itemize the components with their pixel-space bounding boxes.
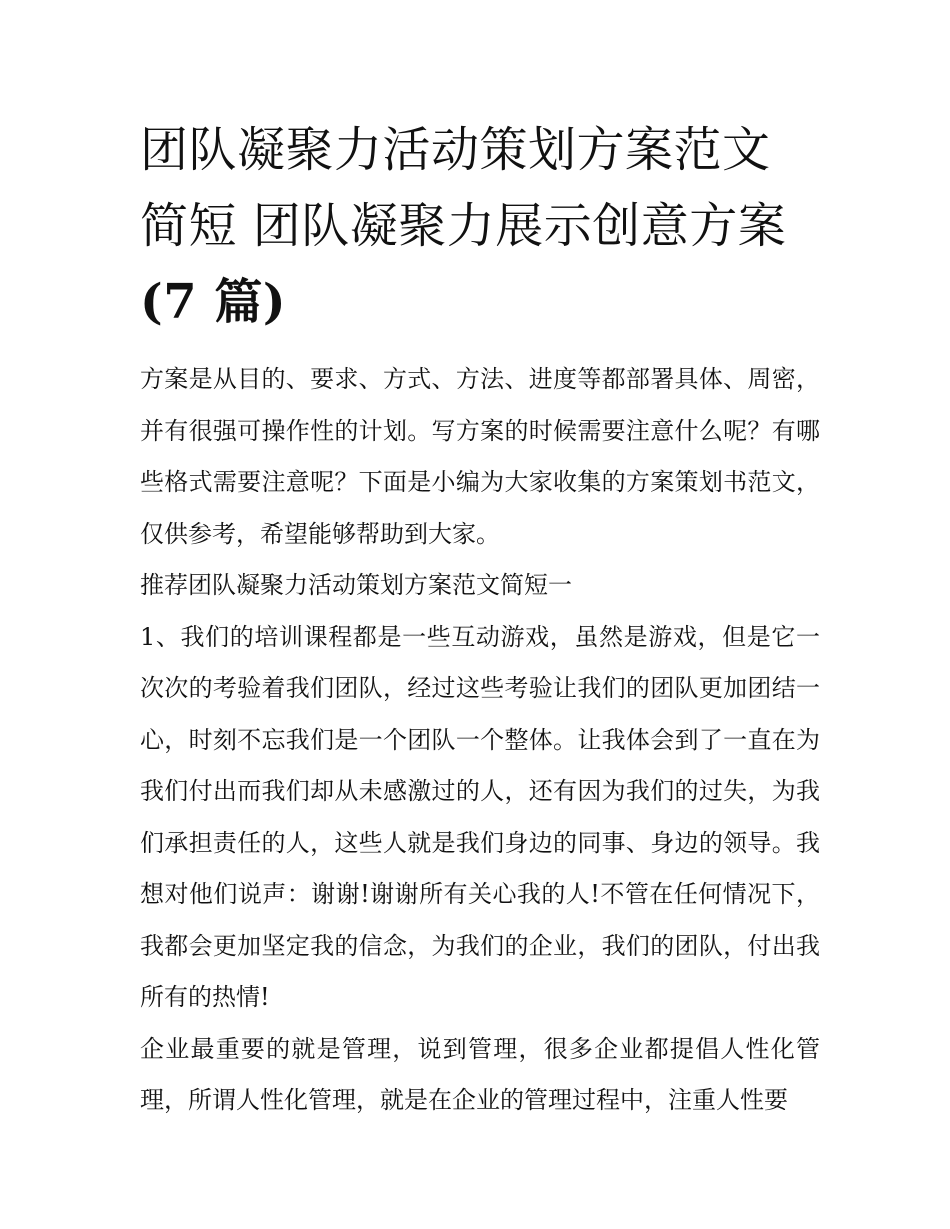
body-paragraph-2: 企业最重要的就是管理，说到管理，很多企业都提倡人性化管理，所谓人性化管理，就是在企业的管理过程中，注重人性要 xyxy=(140,1034,820,1114)
intro-paragraph: 方案是从目的、要求、方式、方法、进度等都部署具体、周密，并有很强可操作性的计划。写方案的时候需要注意什么呢？有哪些格式需要注意呢？下面是小编为大家收集的方案策划书范文，仅供参考，希望能够帮助到大家。 xyxy=(140,365,820,548)
title-line-1: 团队凝聚力活动策划方案范文 xyxy=(140,122,771,178)
body-paragraph-1: 1、我们的培训课程都是一些互动游戏，虽然是游戏，但是它一次次的考验着我们团队，经过这些考验让我们的团队更加团结一心，时刻不忘我们是一个团队一个整体。让我体会到了一直在为我们付出而我们却从未感激过的人，还有因为我们的过失，为我们承担责任的人，这些人就是我们身边的同事、身边的领导。我想对他们说声：谢谢!谢谢所有关心我的人!不管在任何情况下，我都会更加坚定我的信念，为我们的企业，我们的团队，付出我所有的热情! xyxy=(140,622,820,1011)
section-heading: 推荐团队凝聚力活动策划方案范文简短一 xyxy=(140,571,572,599)
document-title xyxy=(140,112,820,340)
document-body xyxy=(140,354,820,1127)
title-suffix: (7 篇) xyxy=(140,274,287,330)
title-line-2: 简短 团队凝聚力展示创意方案 xyxy=(140,198,787,254)
